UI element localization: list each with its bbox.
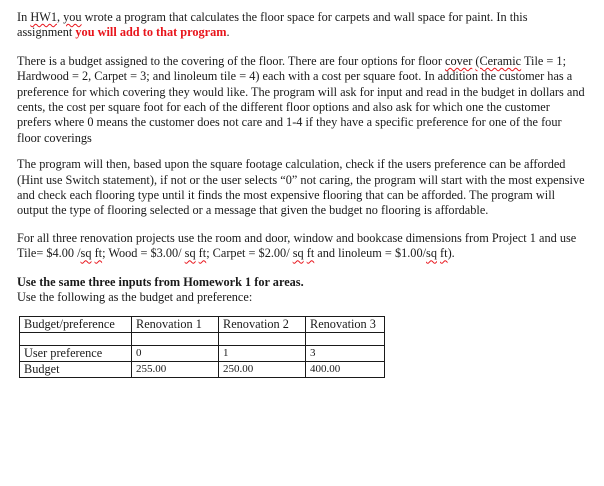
intro-emphasis: you will add to that program — [75, 25, 227, 40]
table-row-label: User preference — [20, 345, 132, 361]
instruction-line: Use the following as the budget and preference: — [17, 290, 253, 305]
instruction-bold-line: Use the same three inputs from Homework 1 for areas. — [17, 274, 304, 289]
prices-text-g: and linoleum = $1.00/ — [314, 246, 427, 261]
intro-text-end: . — [226, 25, 230, 40]
intro-hw1: HW1 — [30, 10, 57, 24]
prices-text-c: ; Wood = $3.00/ — [102, 246, 185, 261]
prices-ft-2: ft — [198, 246, 207, 261]
table-header-cell: Budget/preference — [20, 316, 132, 332]
prices-ft-4: ft — [440, 246, 448, 261]
table-spacer-row — [20, 332, 385, 345]
prices-ft-3: ft — [306, 246, 315, 261]
prices-text-end: ). — [447, 246, 455, 261]
prices-text-a: For all three renovation projects use the room and door, window and bookcase dimensions from Project 1 and use Tile= $4.00 / — [17, 230, 577, 261]
intro-text-start: In — [17, 10, 31, 24]
budget-text-a: There is a budget assigned to the covering of the floor. There are four options for floor — [17, 53, 445, 68]
table-header-cell: Renovation 3 — [306, 316, 385, 332]
budget-cover-word: cover — [444, 53, 473, 68]
table-row — [20, 345, 385, 361]
table-spacer-cell — [306, 332, 385, 345]
intro-paragraph — [17, 10, 585, 41]
table-spacer-cell — [20, 332, 132, 345]
intro-text-main: wrote a program that calculates the floor space for carpets and wall space for paint. In this assignment — [17, 10, 528, 40]
table-header-cell: Renovation 1 — [132, 316, 219, 332]
table-header-row — [20, 316, 385, 332]
document-page — [17, 10, 585, 378]
table-row-label: Budget — [20, 361, 132, 377]
table-cell: 3 — [306, 345, 385, 361]
prices-sq-2: sq — [184, 246, 196, 261]
prices-paragraph — [17, 231, 585, 262]
table-cell: 255.00 — [132, 361, 219, 377]
prices-text-e: ; Carpet = $2.00/ — [206, 246, 293, 261]
prices-sq-4: sq — [426, 246, 437, 261]
budget-text-c: Tile = 1; Hardwood = 2, Carpet = 3; and linoleum tile = 4) each with a cost per square foot. In addition the customer has a preference for which covering they would like. The program will ask for input and read in the budget in dollars and cents, the cost per square foot for each of the different floor options and also ask for which one the customer prefers where 0 means the customer does not care and 1-4 if they have a specific preference for one of the four floor coverings — [17, 53, 585, 145]
table-row — [20, 361, 385, 377]
table-header-cell: Renovation 2 — [219, 316, 306, 332]
table-spacer-cell — [132, 332, 219, 345]
table-spacer-cell — [219, 332, 306, 345]
calculation-paragraph: The program will then, based upon the square footage calculation, check if the users preference can be afforded (Hint use Switch statement), if not or the user selects “0” not caring, the program will start with the most expensive and check each flooring type until it finds the most expensive flooring that can be afforded. The program will output the type of flooring selected or a message that given the budget no flooring is affordable. — [17, 157, 585, 218]
budget-paragraph — [17, 54, 585, 146]
prices-sq-3: sq — [292, 246, 304, 261]
intro-comma: , — [56, 10, 64, 24]
table-cell: 250.00 — [219, 361, 306, 377]
table-cell: 400.00 — [306, 361, 385, 377]
table-cell: 0 — [132, 345, 219, 361]
intro-you: you — [63, 10, 82, 24]
budget-preference-table — [19, 316, 385, 378]
prices-sq-1: sq — [80, 246, 92, 261]
table-cell: 1 — [219, 345, 306, 361]
prices-ft-1: ft — [94, 246, 103, 261]
budget-ceramic-word: (Ceramic — [475, 53, 522, 68]
